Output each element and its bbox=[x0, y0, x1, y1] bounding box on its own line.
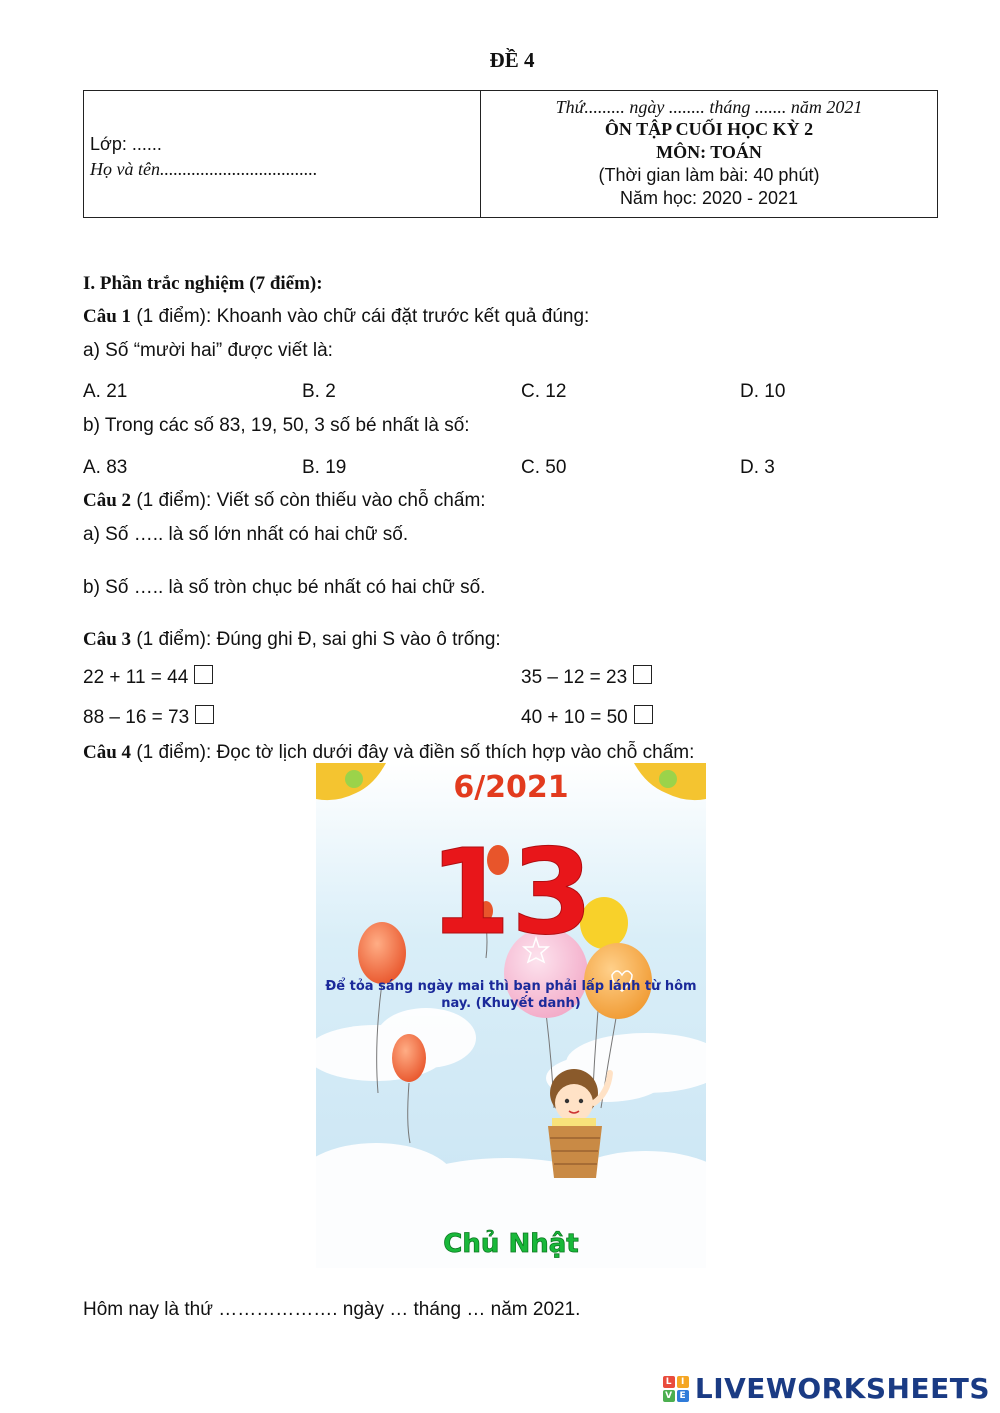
q2-label: Câu 2 bbox=[83, 490, 132, 511]
q3-equation: 22 + 11 = 44 bbox=[83, 667, 189, 688]
q2a-text[interactable]: a) Số ….. là số lớn nhất có hai chữ số. bbox=[83, 524, 409, 545]
header-table bbox=[83, 90, 938, 218]
liveworksheets-logo-text: LIVEWORKSHEETS bbox=[694, 1372, 990, 1405]
exam-info-cell bbox=[481, 91, 937, 217]
calendar-image bbox=[316, 763, 706, 1268]
subject: MÔN: TOÁN bbox=[656, 142, 762, 162]
q1b-option-b[interactable]: B. 19 bbox=[302, 457, 347, 478]
calendar-weekday: Chủ Nhật bbox=[443, 1229, 579, 1259]
q3-instruction: (1 điểm): Đúng ghi Đ, sai ghi S vào ô trống: bbox=[131, 629, 501, 650]
liveworksheets-logo bbox=[663, 1372, 990, 1405]
q3-item-4 bbox=[521, 705, 653, 729]
q4-label: Câu 4 bbox=[83, 742, 132, 763]
q4-line bbox=[83, 742, 694, 764]
exam-title: ĐỀ 4 bbox=[489, 48, 535, 72]
q1b-option-a[interactable]: A. 83 bbox=[83, 457, 128, 478]
class-label: Lớp: ...... bbox=[90, 134, 162, 154]
school-year: Năm học: 2020 - 2021 bbox=[619, 188, 799, 208]
q1b-option-c[interactable]: C. 50 bbox=[521, 457, 567, 478]
calendar-month: 6/2021 bbox=[453, 770, 569, 805]
q3-item-1 bbox=[83, 665, 213, 689]
q3-item-3 bbox=[83, 705, 214, 729]
student-info-cell bbox=[84, 91, 481, 217]
q1a-option-a[interactable]: A. 21 bbox=[83, 381, 128, 402]
liveworksheets-icon: L I V E bbox=[663, 1376, 689, 1402]
calendar-illustration bbox=[316, 763, 706, 1268]
q4-instruction: (1 điểm): Đọc tờ lịch dưới đây và điền số thích hợp vào chỗ chấm: bbox=[131, 742, 695, 763]
section1-heading: I. Phần trắc nghiệm (7 điểm): bbox=[83, 273, 323, 294]
duration: (Thời gian làm bài: 40 phút) bbox=[598, 165, 820, 185]
q3-equation: 88 – 16 = 73 bbox=[83, 707, 190, 728]
q1a-option-b[interactable]: B. 2 bbox=[302, 381, 336, 402]
calendar-day: 13 bbox=[428, 823, 594, 961]
q3-label: Câu 3 bbox=[83, 629, 132, 650]
q1a-option-c[interactable]: C. 12 bbox=[521, 381, 567, 402]
calendar-quote-line2: nay. (Khuyết danh) bbox=[441, 996, 581, 1011]
q1-line bbox=[83, 306, 589, 328]
q1b-option-d[interactable]: D. 3 bbox=[740, 457, 775, 478]
calendar-quote-line1: Để tỏa sáng ngày mai thì bạn phải lấp lánh từ hôm bbox=[325, 979, 697, 994]
q1-instruction: (1 điểm): Khoanh vào chữ cái đặt trước kết quả đúng: bbox=[131, 306, 590, 327]
q2-instruction: (1 điểm): Viết số còn thiếu vào chỗ chấm: bbox=[131, 490, 486, 511]
q1a-prompt: a) Số “mười hai” được viết là: bbox=[83, 340, 333, 361]
q3-equation: 35 – 12 = 23 bbox=[521, 667, 628, 688]
name-label: Họ và tên................................... bbox=[90, 159, 318, 179]
q2b-text[interactable]: b) Số ….. là số tròn chục bé nhất có hai chữ số. bbox=[83, 577, 486, 598]
answer-checkbox[interactable] bbox=[634, 705, 653, 724]
review-title: ÔN TẬP CUỐI HỌC KỲ 2 bbox=[604, 119, 814, 139]
q1b-prompt: b) Trong các số 83, 19, 50, 3 số bé nhất là số: bbox=[83, 415, 470, 436]
q3-line bbox=[83, 629, 501, 651]
date-line: Thứ......... ngày ........ tháng ....... năm 2021 bbox=[555, 97, 863, 117]
answer-checkbox[interactable] bbox=[195, 705, 214, 724]
q4-answer-line[interactable]: Hôm nay là thứ ………………. ngày … tháng … năm 2021. bbox=[83, 1299, 581, 1320]
q3-equation: 40 + 10 = 50 bbox=[521, 707, 628, 728]
q2-line bbox=[83, 490, 486, 512]
q3-item-2 bbox=[521, 665, 652, 689]
answer-checkbox[interactable] bbox=[633, 665, 652, 684]
answer-checkbox[interactable] bbox=[194, 665, 213, 684]
q1-label: Câu 1 bbox=[83, 306, 132, 327]
q1a-option-d[interactable]: D. 10 bbox=[740, 381, 786, 402]
